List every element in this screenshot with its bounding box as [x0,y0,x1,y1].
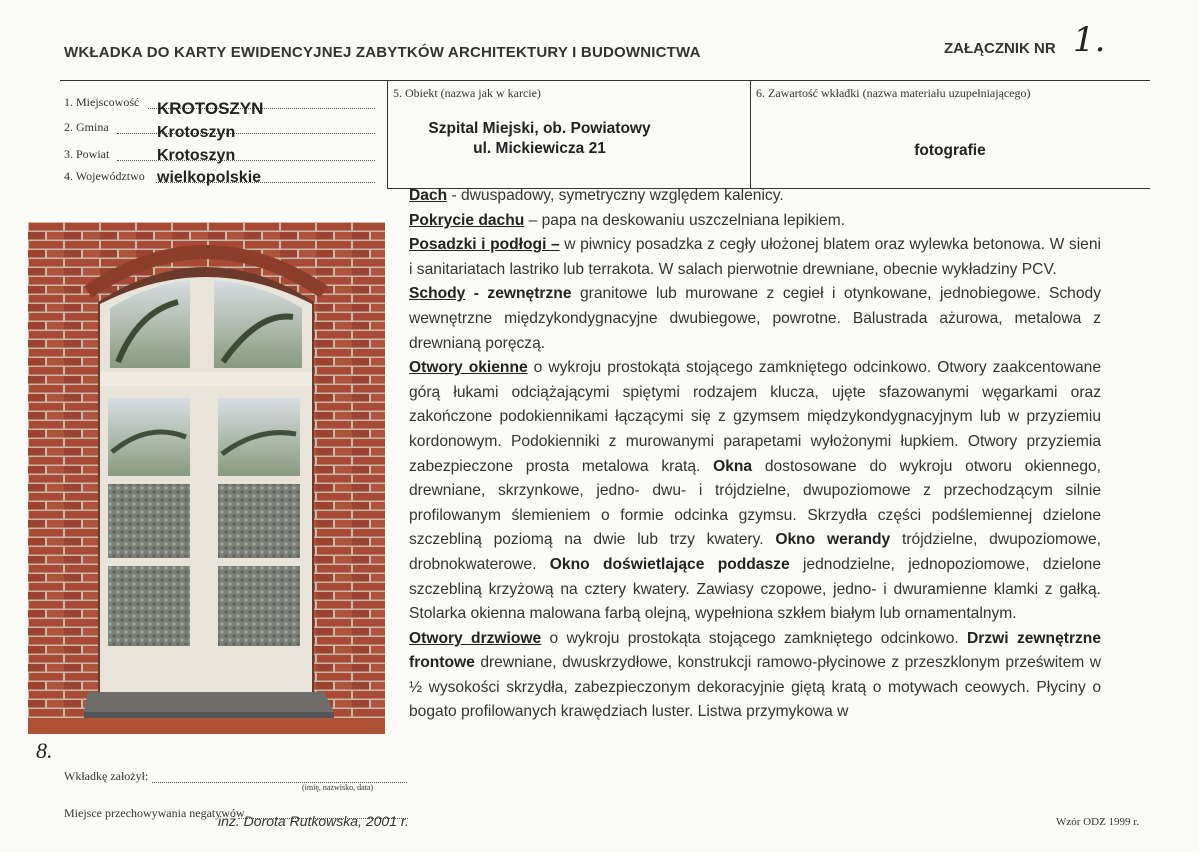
heading-otwory-okienne: Otwory okienne [409,359,528,377]
author: inż. Dorota Rutkowska, 2001 r. [218,813,409,829]
paragraph-posadzki [409,233,1101,282]
miejscowosc-value: KROTOSZYN [157,99,264,118]
body-text [409,184,1101,725]
attachment-number: 1. [1073,20,1106,60]
text-okna: dostosowane do wykroju otworu okiennego, drewniane, skrzynkowe, jedno- dwu- i trójdzielne, dwupoziomowe z przechodzącym silnie profilowanym ślemieniem o formie odcinka gzymsu. Skrzydła części podślemiennej dzielone szczebliną poziomą na dwie lub trzy kwatery. [409,457,1101,549]
heading-posadzki: Posadzki i podłogi – [409,236,560,254]
negatyw-label: Miejsce przechowywania negatywów [64,806,245,820]
text-dach: - dwuspadowy, symetryczny względem kalenicy. [447,187,784,204]
text-posadzki: w piwnicy posadzka z cegły ułożonej blatem oraz wylewka betonowa. W sieni i sanitariatach lastriko lub terrakota. W salach pierwotnie drewniane, obecnie wykładziny PCV. [409,236,1101,278]
powiat-dots [117,160,375,161]
text-werandy: trójdzielne, dwupoziomowe, drobnokwaterowe. [409,531,1101,573]
wojewodztwo-value: wielkopolskie [157,169,262,186]
text-pokrycie: – papa na deskowaniu uszczelniana lepikiem. [524,211,846,229]
gmina-value: Krotoszyn [157,124,236,141]
wojewodztwo-label: 4. Województwo [64,169,145,183]
obiekt-line2: ul. Mickiewicza 21 [473,140,606,157]
heading-dach: Dach [409,187,448,204]
miejscowosc-label: 1. Miejscowość [64,95,140,109]
attachment-label: ZAŁĄCZNIK NR [944,40,1056,57]
zawartosc-label: 6. Zawartość wkładki (nazwa materiału uzupełniającego) [756,86,1031,100]
paragraph-otwory-okienne [409,356,1101,627]
heading-schody: Schody [409,285,466,303]
text-otwory-okienne: o wykroju prostokąta stojącego zamkniętego odcinkowo. Otwory zaakcentowane górą łukami odciążającymi spiętymi rodzajem klucza, ujęte sfazowanymi węgarkami oraz zakończone podokiennikami łączącymi się z gzymsem międzykondygnacyjnym lub w przyziemiu kordonowym. Podokienniki z murowanymi parapetami wyłożonymi łupkiem. Otwory przyziemia zabezpieczone prosta metalowa kratą. [409,359,1101,475]
subheading-doswietlajace: Okno doświetlające poddasze [536,555,790,573]
paragraph-schody [409,282,1101,356]
text-doswietlajace: jednodzielne, jednopoziomowe, dzielone szczebliną krzyżową na cztery kwatery. Zawiasy czopowe, jedno- i dwuramienne klamki z gałką. Stolarka okienna malowana farbą olejną, wypełniona szkłem białym lub ornamentalnym. [409,555,1101,623]
heading-drzwi: Otwory drzwiowe [409,629,542,647]
text-schody: granitowe lub murowane z cegieł i otynkowane, jednobiegowe. Schody wewnętrzne międzykondygnacyjne dwubiegowe, powrotne. Balustrada ażurowa, metalowa z drewnianą poręczą. [409,285,1101,352]
subheading-okna: Okna [700,457,753,475]
table-divider-2 [750,80,751,188]
zalozyl-hint: (imię, nazwisko, data) [302,783,374,792]
table-top-line [60,80,1150,81]
obiekt-label: 5. Obiekt (nazwa jak w karcie) [393,86,541,100]
powiat-label: 3. Powiat [64,147,110,161]
subheading-schody: - zewnętrzne [465,285,572,303]
photo-number: 8. [36,738,53,763]
paragraph-dach [409,184,1101,209]
subheading-drzwi: Drzwi zewnętrzne frontowe [409,629,1102,672]
document-title: WKŁADKA DO KARTY EWIDENCYJNEJ ZABYTKÓW ARCHITEKTURY I BUDOWNICTWA [64,44,701,61]
wzor-label: Wzór ODZ 1999 r. [1056,816,1140,828]
gmina-dots [117,133,375,134]
paragraph-drzwi [409,627,1101,725]
powiat-value: Krotoszyn [157,147,236,164]
heading-pokrycie: Pokrycie dachu [409,211,525,229]
text-drzwi-2: drewniane, dwuskrzydłowe, konstrukcji ramowo-płycinowe z przeszklonym prześwitem w ½ wysokości skrzydła, zabezpieczonym dekoracyjnie giętą kratą o motywach ceowych. Płyciny o bogato profilowanych krawędziach luster. Listwa przymykowa w [409,654,1101,721]
zalozyl-label: Wkładkę założył: [64,769,149,783]
subheading-werandy: Okno werandy [763,531,891,549]
paragraph-pokrycie [409,209,1101,234]
gmina-label: 2. Gmina [64,120,109,134]
window-photo [28,222,385,734]
text-drzwi: o wykroju prostokąta stojącego zamkniętego odcinkowo. [541,629,959,647]
obiekt-line1: Szpital Miejski, ob. Powiatowy [428,120,651,137]
zawartosc-value: fotografie [914,142,986,159]
